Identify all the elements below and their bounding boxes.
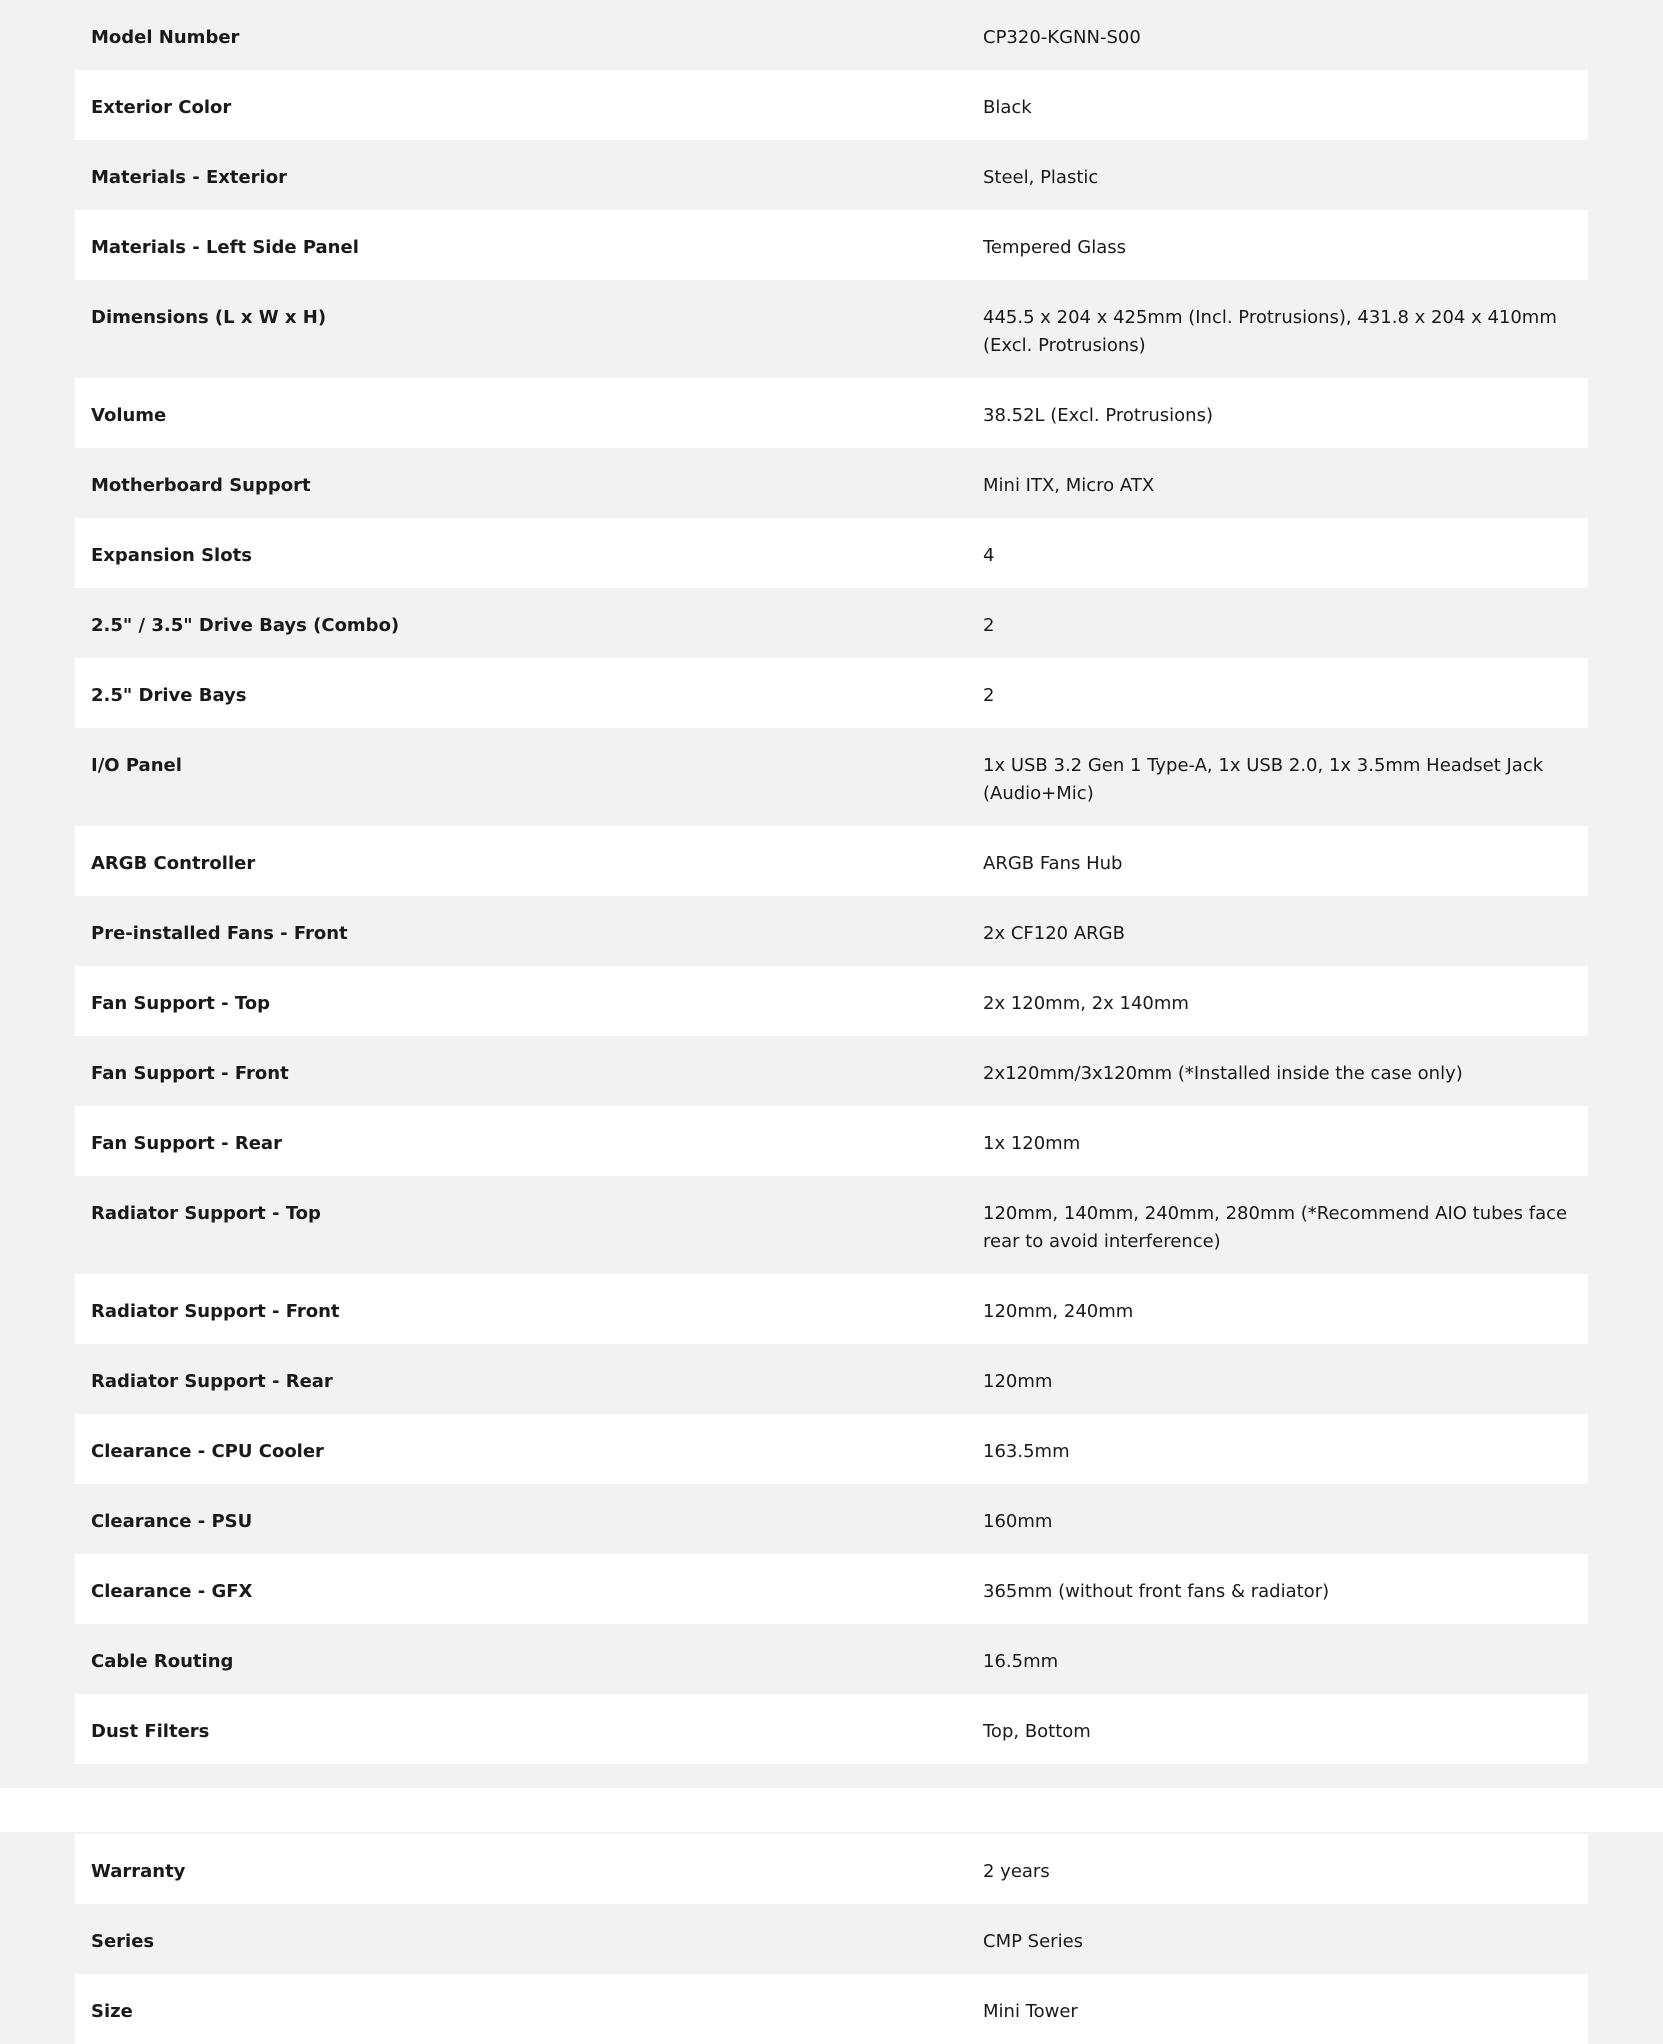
spec-value: 2x CF120 ARGB — [983, 923, 1125, 944]
spec-row-clearance-cpu-cooler — [75, 1414, 1588, 1484]
spec-value: Black — [983, 97, 1032, 118]
spec-label: Volume — [91, 405, 167, 426]
spec-row-motherboard-support — [75, 448, 1588, 518]
spec-value: 365mm (without front fans & radiator) — [983, 1581, 1330, 1602]
spec-label: Model Number — [91, 27, 240, 48]
spec-value: 2x120mm/3x120mm (*Installed inside the case only) — [983, 1063, 1463, 1084]
spec-row-io-panel — [75, 728, 1588, 826]
spec-row-warranty — [75, 1834, 1588, 1904]
spec-value: 4 — [983, 545, 995, 566]
spec-value: Steel, Plastic — [983, 167, 1099, 188]
spec-value: 1x 120mm — [983, 1133, 1081, 1154]
spec-label: 2.5" / 3.5" Drive Bays (Combo) — [91, 615, 400, 636]
spec-label: ARGB Controller — [91, 853, 256, 874]
spec-value: 2 — [983, 685, 995, 706]
spec-row-exterior-color — [75, 70, 1588, 140]
spec-row-size — [75, 1974, 1588, 2044]
spec-value: 120mm, 240mm — [983, 1301, 1134, 1322]
spec-row-fan-support-front — [75, 1036, 1588, 1106]
spec-row-preinstalled-fans-front — [75, 896, 1588, 966]
spec-label: I/O Panel — [91, 755, 182, 776]
spec-label: Radiator Support - Top — [91, 1203, 321, 1224]
spec-label: Exterior Color — [91, 97, 232, 118]
spec-value: Mini ITX, Micro ATX — [983, 475, 1155, 496]
spec-label: Clearance - CPU Cooler — [91, 1441, 324, 1462]
spec-label: Fan Support - Rear — [91, 1133, 282, 1154]
spec-table — [75, 0, 1588, 2044]
spec-value: ARGB Fans Hub — [983, 853, 1123, 874]
spec-value: Mini Tower — [983, 2001, 1078, 2022]
spec-value: 445.5 x 204 x 425mm (Incl. Protrusions), 431.8 x 204 x 410mm (Excl. Protrusions) — [983, 307, 1557, 356]
spec-label: Pre-installed Fans - Front — [91, 923, 348, 944]
spec-label: Warranty — [91, 1861, 186, 1882]
spec-row-radiator-support-rear — [75, 1344, 1588, 1414]
spec-value: 2 years — [983, 1861, 1050, 1882]
spec-label: Series — [91, 1931, 155, 1952]
page-bottom-background — [0, 1788, 1663, 1832]
spec-value: Tempered Glass — [983, 237, 1127, 258]
spec-label: Materials - Left Side Panel — [91, 237, 359, 258]
spec-row-materials-exterior — [75, 140, 1588, 210]
spec-label: Clearance - PSU — [91, 1511, 253, 1532]
spec-value: 16.5mm — [983, 1651, 1059, 1672]
spec-row-dust-filters — [75, 1694, 1588, 1764]
spec-value: Top, Bottom — [983, 1721, 1091, 1742]
spec-row-fan-support-rear — [75, 1106, 1588, 1176]
spec-row-volume — [75, 378, 1588, 448]
spec-value: 38.52L (Excl. Protrusions) — [983, 405, 1213, 426]
spec-value: CP320-KGNN-S00 — [983, 27, 1141, 48]
spec-row-clearance-gfx — [75, 1554, 1588, 1624]
spec-row-model-number — [75, 0, 1588, 70]
spec-label: Materials - Exterior — [91, 167, 287, 188]
spec-value: 120mm — [983, 1371, 1053, 1392]
spec-row-cable-routing — [75, 1624, 1588, 1694]
spec-value: 120mm, 140mm, 240mm, 280mm (*Recommend AIO tubes face rear to avoid interference) — [983, 1203, 1568, 1252]
spec-label: Dimensions (L x W x H) — [91, 307, 327, 328]
spec-label: Expansion Slots — [91, 545, 252, 566]
spec-row-materials-left-side-panel — [75, 210, 1588, 280]
spec-label: Motherboard Support — [91, 475, 311, 496]
spec-row-argb-controller — [75, 826, 1588, 896]
spec-label: 2.5" Drive Bays — [91, 685, 247, 706]
spec-label: Dust Filters — [91, 1721, 210, 1742]
spec-value: CMP Series — [983, 1931, 1084, 1952]
spec-row-radiator-support-top — [75, 1176, 1588, 1274]
spec-label: Fan Support - Top — [91, 993, 271, 1014]
spec-label: Radiator Support - Front — [91, 1301, 340, 1322]
spec-row-radiator-support-front — [75, 1274, 1588, 1344]
spec-value: 160mm — [983, 1511, 1053, 1532]
spec-row-dimensions — [75, 280, 1588, 378]
spec-row-expansion-slots — [75, 518, 1588, 588]
spec-label: Fan Support - Front — [91, 1063, 289, 1084]
spec-value: 2 — [983, 615, 995, 636]
spec-row-2-5-drive-bays — [75, 658, 1588, 728]
spec-label: Radiator Support - Rear — [91, 1371, 333, 1392]
spec-row-combo-drive-bays — [75, 588, 1588, 658]
spec-label: Clearance - GFX — [91, 1581, 253, 1602]
spec-label: Cable Routing — [91, 1651, 234, 1672]
spec-value: 2x 120mm, 2x 140mm — [983, 993, 1189, 1014]
spec-value: 1x USB 3.2 Gen 1 Type-A, 1x USB 2.0, 1x 3.5mm Headset Jack (Audio+Mic) — [983, 755, 1544, 804]
spec-row-fan-support-top — [75, 966, 1588, 1036]
spec-label: Size — [91, 2001, 133, 2022]
spec-value: 163.5mm — [983, 1441, 1070, 1462]
spec-row-series — [75, 1904, 1588, 1974]
spec-row-clearance-psu — [75, 1484, 1588, 1554]
